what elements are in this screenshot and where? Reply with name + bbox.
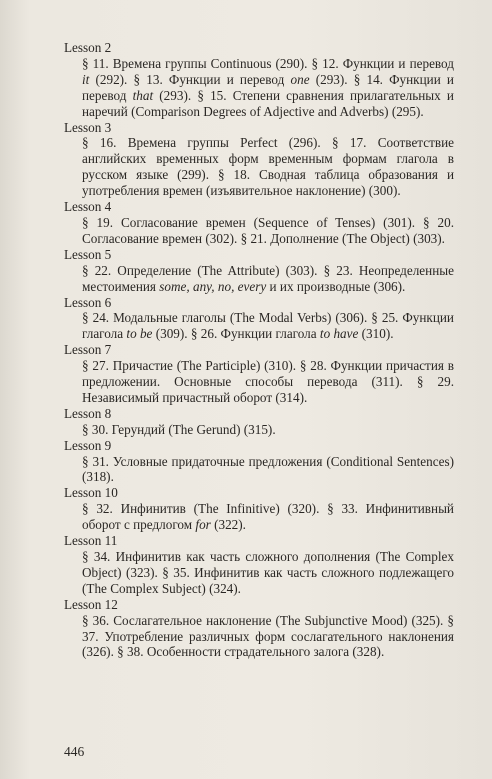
contents-text: и их производные (306). xyxy=(266,278,406,294)
lesson-contents xyxy=(64,56,454,120)
contents-text: § 19. Согласование времен (Sequence of Tenses) (301). § 20. Согласование времен (302). § 21. Дополнение (The Object) (303). xyxy=(82,214,454,246)
italic-term: some, any, no, every xyxy=(159,278,267,294)
contents-text: § 32. Инфинитив (The Infinitive) (320). § 33. Инфинитивный оборот с предлогом xyxy=(82,501,454,533)
contents-text: § 34. Инфинитив как часть сложного дополнения (The Complex Object) (323). § 35. Инфинитив как часть сложного подлежащего (The Complex Subject) (324). xyxy=(82,549,454,596)
lesson-contents xyxy=(64,215,454,247)
lesson-title: Lesson 12 xyxy=(64,596,118,612)
lesson-contents xyxy=(64,454,454,486)
lesson-block xyxy=(64,342,454,406)
lesson-block xyxy=(64,485,454,533)
lesson-block xyxy=(64,406,454,438)
lesson-block xyxy=(64,247,454,295)
italic-term: for xyxy=(195,517,211,533)
contents-text: § 27. Причастие (The Participle) (310). § 28. Функции причастия в предложении. Основные способы перевода (311). § 29. Независимый причастный оборот (314). xyxy=(82,358,454,405)
contents-text: (310). xyxy=(358,326,394,342)
contents-text: (293). § 14. Функции и перевод xyxy=(82,71,454,103)
contents-text: § 31. Условные придаточные предложения (Conditional Sentences) (318). xyxy=(82,453,454,485)
lesson-contents xyxy=(64,358,454,406)
contents-text: § 22. Определение (The Attribute) (303). § 23. Неопределенные местоимения xyxy=(82,262,454,294)
lesson-block xyxy=(64,533,454,597)
contents-text: (309). § 26. Функции глагола xyxy=(152,326,320,342)
contents-text: § 11. Времена группы Continuous (290). § 12. Функции и перевод xyxy=(82,55,454,71)
lesson-title: Lesson 2 xyxy=(64,40,112,55)
contents-text: (292). § 13. Функции и перевод xyxy=(89,71,291,87)
lesson-block xyxy=(64,295,454,343)
contents-text: § 16. Времена группы Perfect (296). § 17. Соответствие английских временных форм временным формам глагола в русском языке (299). § 18. Сводная таблица образования и употребления времен (изъявительное наклонение) (300). xyxy=(82,135,454,199)
lesson-contents xyxy=(64,501,454,533)
contents-text: § 36. Сослагательное наклонение (The Subjunctive Mood) (325). § 37. Употребление различных форм сослагательного наклонения (326). § 38. Особенности страдательного залога (328). xyxy=(82,612,454,660)
lesson-title: Lesson 5 xyxy=(64,246,112,262)
lesson-block xyxy=(64,199,454,247)
lesson-contents xyxy=(64,263,454,295)
lesson-block xyxy=(64,40,454,120)
lesson-title: Lesson 6 xyxy=(64,294,112,310)
contents-text: (322). xyxy=(210,517,246,533)
lesson-block xyxy=(64,120,454,200)
italic-term: one xyxy=(290,71,310,87)
italic-term: that xyxy=(132,87,154,103)
lesson-title: Lesson 8 xyxy=(64,405,112,421)
contents-text: § 24. Модальные глаголы (The Modal Verbs) (306). § 25. Функции глагола xyxy=(82,310,454,342)
italic-term: to have xyxy=(319,326,359,342)
lesson-title: Lesson 9 xyxy=(64,437,112,453)
lesson-title: Lesson 4 xyxy=(64,199,112,215)
lesson-title: Lesson 10 xyxy=(64,485,118,501)
lesson-block xyxy=(64,597,454,661)
contents-text: (293). § 15. Степени сравнения прилагательных и наречий (Comparison Degrees of Adjective and Adverbs) (295). xyxy=(82,87,454,119)
lesson-contents xyxy=(64,613,454,661)
lesson-title: Lesson 11 xyxy=(64,533,118,549)
lesson-title: Lesson 7 xyxy=(64,342,112,358)
lesson-block xyxy=(64,438,454,486)
contents-text: § 30. Герундий (The Gerund) (315). xyxy=(82,421,276,437)
table-of-contents xyxy=(64,40,454,660)
italic-term: it xyxy=(82,71,90,87)
lesson-contents xyxy=(64,310,454,342)
page-number: 446 xyxy=(64,744,85,759)
lesson-contents xyxy=(64,549,454,597)
lesson-title: Lesson 3 xyxy=(64,119,112,135)
lesson-contents xyxy=(64,135,454,199)
lesson-contents xyxy=(64,422,454,438)
italic-term: to be xyxy=(126,326,153,342)
